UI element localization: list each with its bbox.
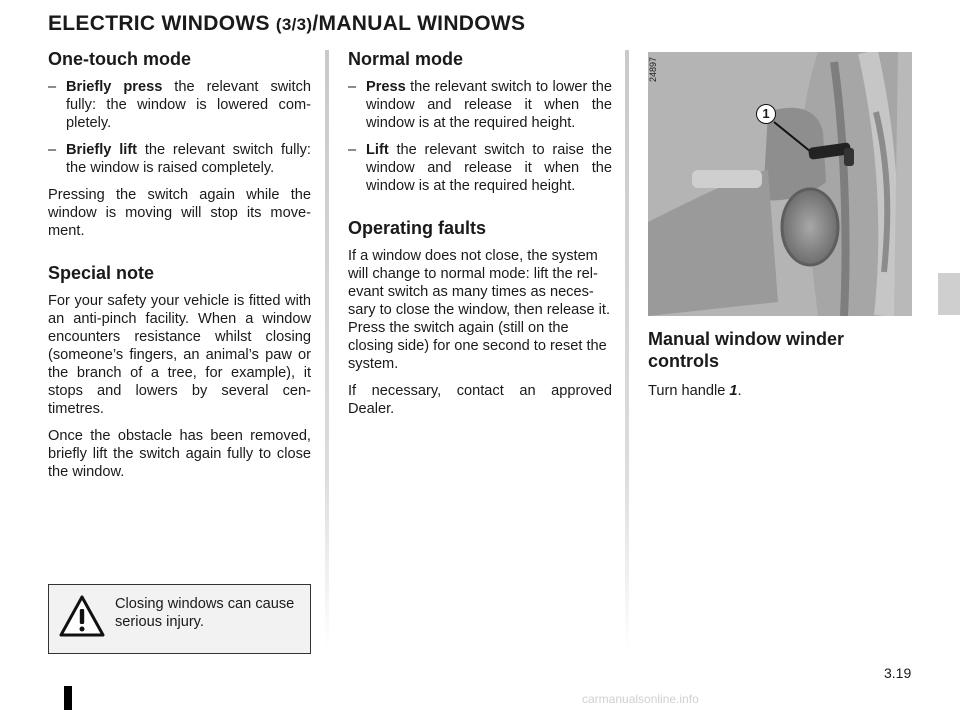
middle-column xyxy=(348,48,612,427)
page-title xyxy=(48,12,525,36)
warning-triangle-icon xyxy=(59,595,105,642)
list-item xyxy=(48,78,311,132)
right-column xyxy=(648,48,913,409)
watermark: carmanualsonline.info xyxy=(582,692,699,706)
callout-marker: 1 xyxy=(756,104,776,124)
page-number: 3.19 xyxy=(884,665,912,681)
list-dash: – xyxy=(48,79,57,95)
photo-reference-code: 24897 xyxy=(648,56,658,82)
door-photo xyxy=(648,52,912,316)
pressing-paragraph: Pressing the switch again while the window is moving will stop its movement. xyxy=(48,187,311,239)
list-item xyxy=(348,78,612,132)
title-end: /MANUAL WINDOWS xyxy=(312,12,526,35)
special-note-heading: Special note xyxy=(48,263,155,283)
warning-box xyxy=(48,584,311,654)
section-thumb-tab xyxy=(938,273,960,315)
list-item-text: the relevant switch fully: the window is raised completely. xyxy=(66,142,311,176)
list-dash: – xyxy=(48,142,57,158)
list-item-text: the relevant switch fully: the window is lowered completely. xyxy=(66,79,312,131)
warning-text: Closing windows can cause serious injury. xyxy=(115,596,295,630)
door-illustration xyxy=(648,52,912,316)
handle-reference: 1 xyxy=(729,383,738,399)
normal-mode-heading: Normal mode xyxy=(348,49,464,69)
list-dash: – xyxy=(348,142,357,158)
list-item-bold: Lift xyxy=(366,142,389,158)
obstacle-paragraph: Once the obstacle has been removed, briefly lift the switch again fully to close the window. xyxy=(48,428,311,480)
turn-handle-text: Turn handle xyxy=(648,383,730,399)
title-main: ELECTRIC WINDOWS xyxy=(48,12,276,35)
list-item-text: the relevant switch to raise the window and release it when the window is at the required height. xyxy=(366,142,612,194)
turn-handle-period: . xyxy=(737,383,742,399)
list-dash: – xyxy=(348,79,357,95)
column-divider-right xyxy=(625,50,629,650)
list-item-bold: Press xyxy=(366,79,406,95)
one-touch-heading: One-touch mode xyxy=(48,49,191,69)
list-item xyxy=(48,141,311,177)
special-note-paragraph: For your safety your vehicle is fitted with an anti-pinch facility. When a window encounters resistance whilst closing (someone’s fingers, an animal’s paw or the branch of a tree, for example), it stops and lowers by several centimetres. xyxy=(48,293,311,417)
left-column xyxy=(48,48,311,490)
dealer-paragraph: If necessary, contact an approved Dealer. xyxy=(348,383,612,417)
column-divider-left xyxy=(325,50,329,650)
list-item-bold: Briefly lift xyxy=(66,142,138,158)
list-item-text: the relevant switch to lower the window and release it when the window is at the required height. xyxy=(366,79,612,131)
faults-paragraph: If a window does not close, the system will change to normal mode: lift the relevant switch as many times as necessary to close the window, then release it. Press the switch again (still on the closing side) for one second to reset the system. xyxy=(348,248,611,372)
manual-winder-heading: Manual window winder controls xyxy=(648,329,845,371)
operating-faults-heading: Operating faults xyxy=(348,218,487,238)
turn-handle-paragraph xyxy=(648,382,913,400)
title-part-indicator: (3/3) xyxy=(275,15,313,34)
crop-mark xyxy=(64,686,72,710)
list-item-bold: Briefly press xyxy=(66,79,163,95)
list-item xyxy=(348,141,612,195)
